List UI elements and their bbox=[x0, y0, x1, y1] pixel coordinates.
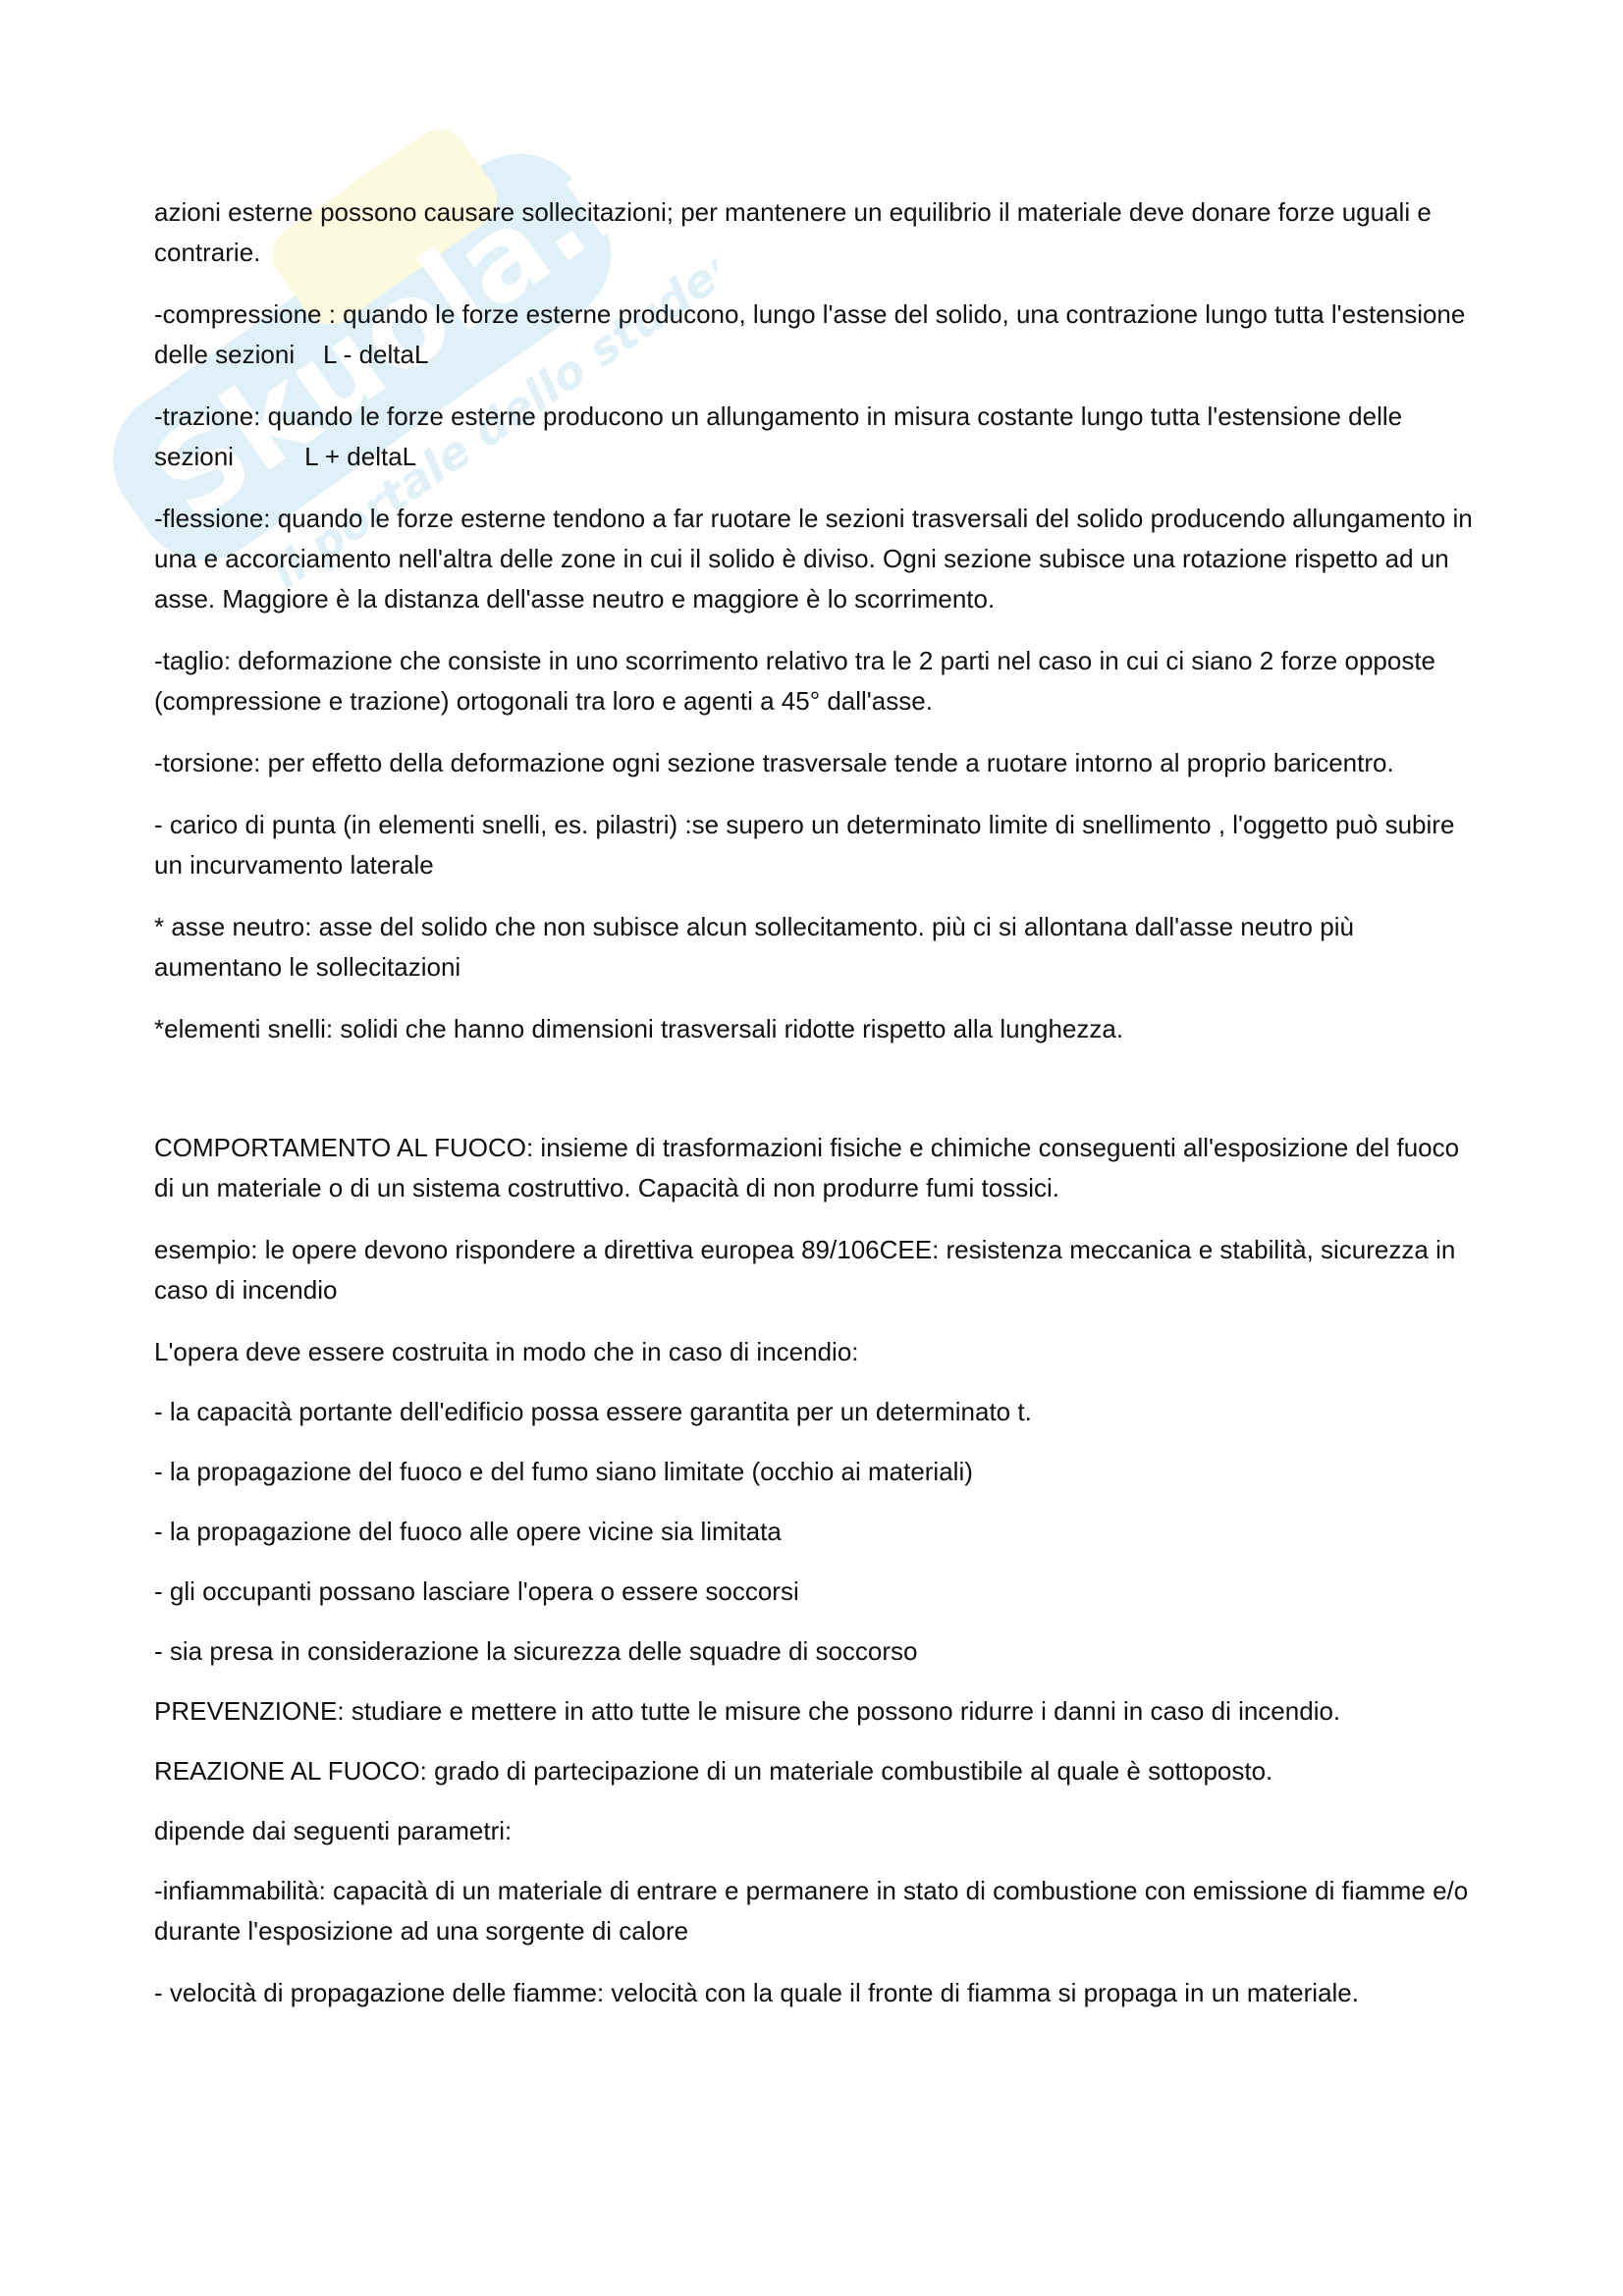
paragraph-comportamento-al-fuoco: COMPORTAMENTO AL FUOCO: insieme di trasformazioni fisiche e chimiche conseguenti all'esposizione del fuoco di un materiale o di un sistema costruttivo. Capacità di non produrre fumi tossici. bbox=[154, 1133, 1467, 1202]
paragraph-elementi-snelli: *elementi snelli: solidi che hanno dimensioni trasversali ridotte rispetto alla lunghezza. bbox=[154, 1014, 1124, 1043]
paragraph-reazione-al-fuoco: REAZIONE AL FUOCO: grado di partecipazione di un materiale combustibile al quale è sottoposto. bbox=[154, 1756, 1273, 1786]
paragraph-carico-di-punta: - carico di punta (in elementi snelli, es. pilastri) :se supero un determinato limite di snellimento , l'oggetto può subire un incurvamento laterale bbox=[154, 810, 1462, 880]
paragraph-velocita-propagazione: - velocità di propagazione delle fiamme: velocità con la quale il fronte di fiamma si propaga in un materiale. bbox=[154, 1978, 1359, 2007]
paragraph-trazione: -trazione: quando le forze esterne producono un allungamento in misura costante lungo tutta l'estensione delle sezioni L + deltaL bbox=[154, 401, 1410, 471]
paragraph-infiammabilita: -infiammabilità: capacità di un materiale di entrare e permanere in stato di combustione con emissione di fiamme e/o durante l'esposizione ad una sorgente di calore bbox=[154, 1876, 1476, 1946]
list-item-propagazione-fuoco-fumo: - la propagazione del fuoco e del fumo siano limitate (occhio ai materiali) bbox=[154, 1457, 973, 1486]
watermark-tagline-text: il portale dello studente bbox=[261, 202, 717, 600]
list-item-propagazione-opere-vicine: - la propagazione del fuoco alle opere vicine sia limitata bbox=[154, 1517, 782, 1546]
paragraph-asse-neutro: * asse neutro: asse del solido che non subisce alcun sollecitamento. più ci si allontana dall'asse neutro più aumentano le sollecitazioni bbox=[154, 912, 1362, 982]
watermark-brand-text: Skuola.net bbox=[129, 69, 717, 548]
paragraph-flessione: -flessione: quando le forze esterne tendono a far ruotare le sezioni trasversali del solido producendo allungamento in una e accorciamento nell'altra delle zone in cui il solido è diviso. Ogni sezione subisce una rotazione rispetto ad un asse. Maggiore è la distanza dell'asse neutro e maggiore è lo scorrimento. bbox=[154, 504, 1480, 614]
paragraph-parametri: dipende dai seguenti parametri: bbox=[154, 1816, 513, 1845]
paragraph-prevenzione: PREVENZIONE: studiare e mettere in atto tutte le misure che possono ridurre i danni in caso di incendio. bbox=[154, 1696, 1341, 1726]
paragraph-torsione: -torsione: per effetto della deformazione ogni sezione trasversale tende a ruotare intorno al proprio baricentro. bbox=[154, 748, 1394, 777]
paragraph-external-actions: azioni esterne possono causare sollecitazioni; per mantenere un equilibrio il materiale deve donare forze uguali e contrarie. bbox=[154, 197, 1439, 267]
paragraph-taglio: -taglio: deformazione che consiste in uno scorrimento relativo tra le 2 parti nel caso in cui ci siano 2 forze opposte (compressione e trazione) ortogonali tra loro e agenti a 45° dall'asse. bbox=[154, 646, 1443, 716]
section-spacer bbox=[154, 1071, 1480, 1128]
list-item-capacita-portante: - la capacità portante dell'edificio possa essere garantita per un determinato t. bbox=[154, 1397, 1032, 1426]
paragraph-opera-costruita: L'opera deve essere costruita in modo che in caso di incendio: bbox=[154, 1337, 859, 1366]
document-page bbox=[154, 192, 1480, 2035]
list-item-squadre-soccorso: - sia presa in considerazione la sicurezza delle squadre di soccorso bbox=[154, 1636, 918, 1666]
paragraph-esempio-direttiva: esempio: le opere devono rispondere a direttiva europea 89/106CEE: resistenza meccanica e stabilità, sicurezza in caso di incendio bbox=[154, 1235, 1463, 1305]
list-item-occupanti: - gli occupanti possano lasciare l'opera o essere soccorsi bbox=[154, 1576, 799, 1606]
paragraph-compressione: -compressione : quando le forze esterne producono, lungo l'asse del solido, una contrazione lungo tutta l'estensione delle sezioni L - deltaL bbox=[154, 299, 1473, 369]
